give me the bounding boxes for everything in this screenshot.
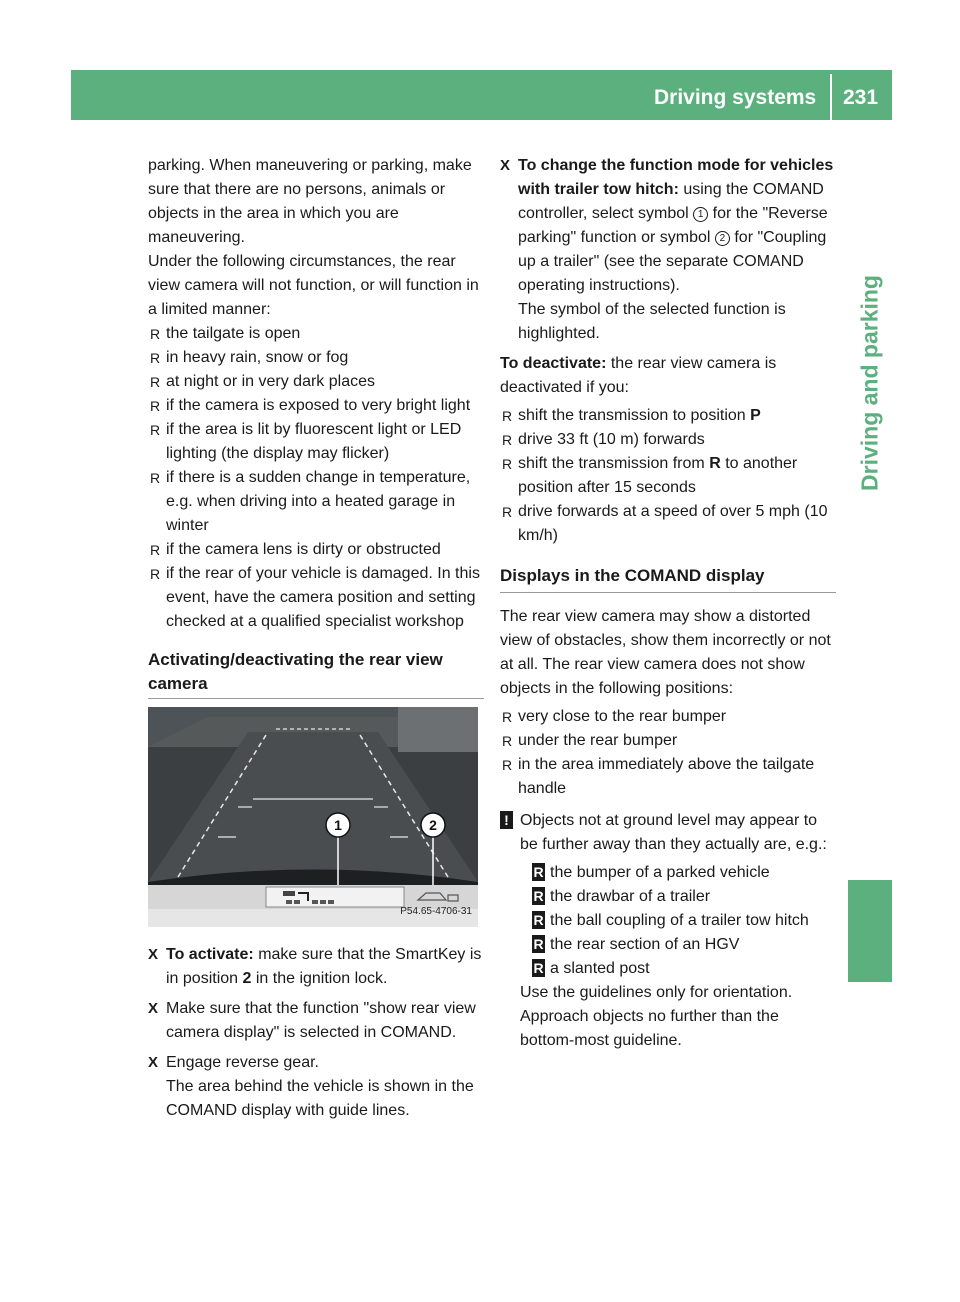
chapter-tab bbox=[848, 236, 892, 530]
bullet-icon: R bbox=[502, 408, 513, 424]
bullet-icon: R bbox=[502, 733, 513, 749]
intro-paragraph: parking. When maneuvering or parking, make sure that there are no persons, animals or objects in the area in which you are maneuvering. bbox=[148, 157, 472, 246]
action-icon: X bbox=[148, 1000, 159, 1017]
list-item: R at night or in very dark places bbox=[148, 370, 484, 394]
warning-icon: ! bbox=[500, 811, 513, 829]
bullet-icon: R bbox=[150, 422, 161, 438]
header-divider bbox=[830, 74, 832, 120]
positions-list bbox=[500, 705, 836, 801]
bullet-icon: R bbox=[533, 960, 544, 976]
page-number: 231 bbox=[843, 86, 879, 109]
select-function-step: X Make sure that the function "show rear view camera display" is selected in COMAND. bbox=[148, 997, 484, 1045]
bullet-icon: R bbox=[533, 912, 544, 928]
bullet-icon: R bbox=[502, 757, 513, 773]
bullet-icon: R bbox=[502, 432, 513, 448]
chapter-tab-label: Driving and parking bbox=[856, 275, 883, 491]
heading-rule bbox=[500, 592, 836, 593]
action-icon: X bbox=[148, 946, 159, 963]
camera-view-image bbox=[148, 707, 478, 927]
list-item: R the tailgate is open bbox=[148, 322, 484, 346]
list-item: R the bumper of a parked vehicle bbox=[533, 864, 770, 881]
reverse-gear-step: X Engage reverse gear. The area behind the vehicle is shown in the COMAND display with guide lines. bbox=[148, 1051, 484, 1123]
bullet-icon: R bbox=[150, 566, 161, 582]
deactivate-list bbox=[500, 404, 836, 548]
function-mode-step: X To change the function mode for vehicles with trailer tow hitch: using the COMAND controller, select symbol 1 for the "Reverse parking" function or symbol 2 for "Coupling up a trailer" (see the separate COMAND operating instructions). The symbol of the selected function is highlighted. bbox=[500, 154, 836, 346]
examples-block bbox=[500, 861, 836, 1053]
activate-step: X To activate: make sure that the SmartKey is in position 2 in the ignition lock. bbox=[148, 943, 484, 991]
callout-1-label: 1 bbox=[334, 817, 342, 833]
left-column bbox=[148, 154, 484, 1123]
closing-paragraph: Use the guidelines only for orientation. Approach objects no further than the bottom-most guideline. bbox=[520, 984, 793, 1049]
bullet-icon: R bbox=[150, 374, 161, 390]
action-icon: X bbox=[148, 1054, 159, 1071]
callout-2-label: 2 bbox=[429, 817, 437, 833]
list-item: R very close to the rear bumper bbox=[500, 705, 836, 729]
bullet-icon: R bbox=[502, 504, 513, 520]
rear-camera-figure bbox=[148, 707, 478, 927]
section-heading: Displays in the COMAND display bbox=[500, 566, 765, 585]
list-item: R shift the transmission from R to another position after 15 seconds bbox=[500, 452, 836, 500]
list-item: R if the rear of your vehicle is damaged. In this event, have the camera position and setting checked at a qualified specialist workshop bbox=[148, 562, 484, 634]
right-column bbox=[500, 154, 836, 1053]
warning-note: ! Objects not at ground level may appear to be further away than they actually are, e.g.: bbox=[500, 809, 836, 857]
chapter-marker bbox=[848, 880, 892, 982]
bullet-icon: R bbox=[533, 936, 544, 952]
list-item: R a slanted post bbox=[533, 960, 650, 977]
list-item: R the ball coupling of a trailer tow hitch bbox=[533, 912, 809, 929]
bullet-icon: R bbox=[150, 350, 161, 366]
bullet-icon: R bbox=[533, 864, 544, 880]
bullet-icon: R bbox=[150, 470, 161, 486]
circumstance-list bbox=[148, 322, 484, 634]
list-item: R drive 33 ft (10 m) forwards bbox=[500, 428, 836, 452]
list-item: R in the area immediately above the tailgate handle bbox=[500, 753, 836, 801]
symbol-1-icon: 1 bbox=[693, 207, 708, 222]
section-title: Driving systems bbox=[654, 86, 817, 109]
list-item: R under the rear bumper bbox=[500, 729, 836, 753]
list-item: R if the area is lit by fluorescent light or LED lighting (the display may flicker) bbox=[148, 418, 484, 466]
bullet-icon: R bbox=[502, 456, 513, 472]
bullet-icon: R bbox=[150, 398, 161, 414]
bullet-icon: R bbox=[150, 542, 161, 558]
list-item: R the drawbar of a trailer bbox=[533, 888, 711, 905]
deactivate-paragraph: To deactivate: the rear view camera is deactivated if you: bbox=[500, 355, 777, 396]
circumstances-paragraph: Under the following circumstances, the rear view camera will not function, or will function in a limited manner: bbox=[148, 253, 479, 318]
bullet-icon: R bbox=[533, 888, 544, 904]
list-item: R the rear section of an HGV bbox=[533, 936, 740, 953]
list-item: R in heavy rain, snow or fog bbox=[148, 346, 484, 370]
bullet-icon: R bbox=[150, 326, 161, 342]
list-item: R shift the transmission to position P bbox=[500, 404, 836, 428]
heading-rule bbox=[148, 698, 484, 699]
list-item: R if the camera lens is dirty or obstructed bbox=[148, 538, 484, 562]
action-icon: X bbox=[500, 157, 511, 174]
bullet-icon: R bbox=[502, 709, 513, 725]
section-heading: Activating/deactivating the rear view camera bbox=[148, 650, 443, 693]
figure-code: P54.65-4706-31 bbox=[400, 906, 472, 917]
list-item: R drive forwards at a speed of over 5 mph (10 km/h) bbox=[500, 500, 836, 548]
display-paragraph: The rear view camera may show a distorted view of obstacles, show them incorrectly or not at all. The rear view camera does not show objects in the following positions: bbox=[500, 608, 831, 697]
symbol-2-icon: 2 bbox=[715, 231, 730, 246]
list-item: R if there is a sudden change in temperature, e.g. when driving into a heated garage in winter bbox=[148, 466, 484, 538]
list-item: R if the camera is exposed to very bright light bbox=[148, 394, 484, 418]
